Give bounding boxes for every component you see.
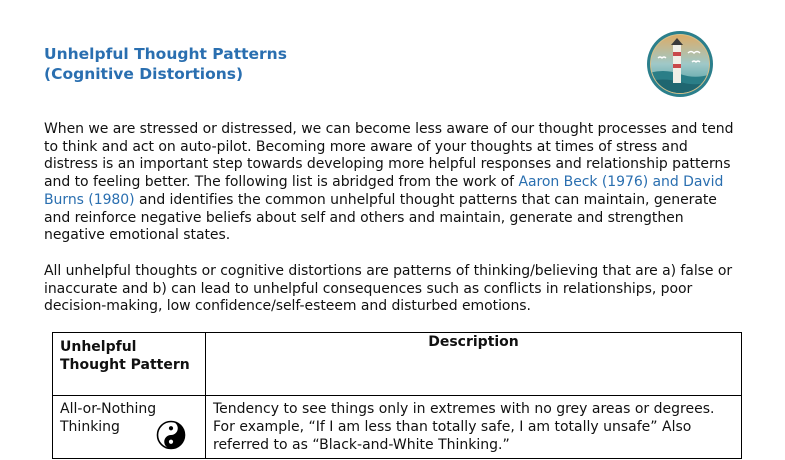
table-header-row <box>53 333 742 396</box>
cognitive-distortions-paragraph: All unhelpful thoughts or cognitive distortions are patterns of thinking/believing that are a) false or inaccurate and b) can lead to unhelpful consequences such as conflicts in relationships, poor decision-making, low confidence/self-esteem and disturbed emotions. <box>44 263 733 315</box>
citation-link[interactable]: Aaron Beck (1976) and David Burns (1980) <box>44 174 724 208</box>
intro-paragraph <box>44 121 744 245</box>
yin-yang-icon <box>156 420 186 450</box>
page-title <box>44 44 287 84</box>
title-line-1: Unhelpful Thought Patterns <box>44 45 287 63</box>
pattern-cell <box>53 396 206 459</box>
intro-text-start: When we are stressed or distressed, we can become less aware of our thought processes and tend to think and act on auto-pilot. Becoming more aware of your thoughts at times of stress and distress is an important step towards developing more helpful responses and relationship patterns and to feeling better. The following list is abridged from the work of <box>44 121 734 191</box>
description-cell: Tendency to see things only in extremes with no grey areas or degrees. For example, “If I am less than totally safe, I am totally unsafe” Also referred to as “Black-and-White Thinking.” <box>206 396 742 459</box>
table-row <box>53 396 742 459</box>
lighthouse-logo-icon <box>646 30 714 98</box>
title-line-2: (Cognitive Distortions) <box>44 65 244 83</box>
intro-text-end: and identifies the common unhelpful thought patterns that can maintain, generate and reinforce negative beliefs about self and others and maintain, generate and strengthen negative emotional states. <box>44 191 717 244</box>
header-pattern: Unhelpful Thought Pattern <box>53 333 206 396</box>
thought-patterns-table <box>52 332 742 459</box>
header-description: Description <box>206 333 742 396</box>
pattern-name: All-or-Nothing Thinking <box>60 401 157 435</box>
